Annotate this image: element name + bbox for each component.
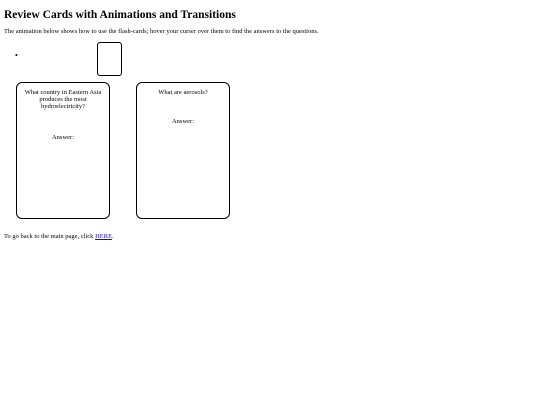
- page-title: Review Cards with Animations and Transitions: [4, 9, 236, 21]
- intro-text: The animation below shows how to use the flash-cards; hover your curser over them to find the answers to the questions.: [4, 28, 319, 35]
- card-question: What country in Eastern Asia produces the most hydroelectricity?: [24, 89, 102, 110]
- back-text-before: To go back to the main page, click: [4, 233, 96, 240]
- flash-card-aerosols[interactable]: [136, 82, 230, 219]
- back-to-main-text: [4, 232, 114, 241]
- here-link[interactable]: HERE: [95, 233, 113, 240]
- back-text-after: .: [112, 233, 114, 240]
- flash-card-hydroelectricity[interactable]: [16, 82, 110, 219]
- card-question: What are aerosols?: [158, 89, 208, 96]
- card-answer-label: Answer:: [171, 118, 195, 125]
- card-answer-label: Answer:: [51, 134, 75, 141]
- animated-demo-card[interactable]: [97, 42, 122, 76]
- list-bullet: •: [15, 51, 18, 60]
